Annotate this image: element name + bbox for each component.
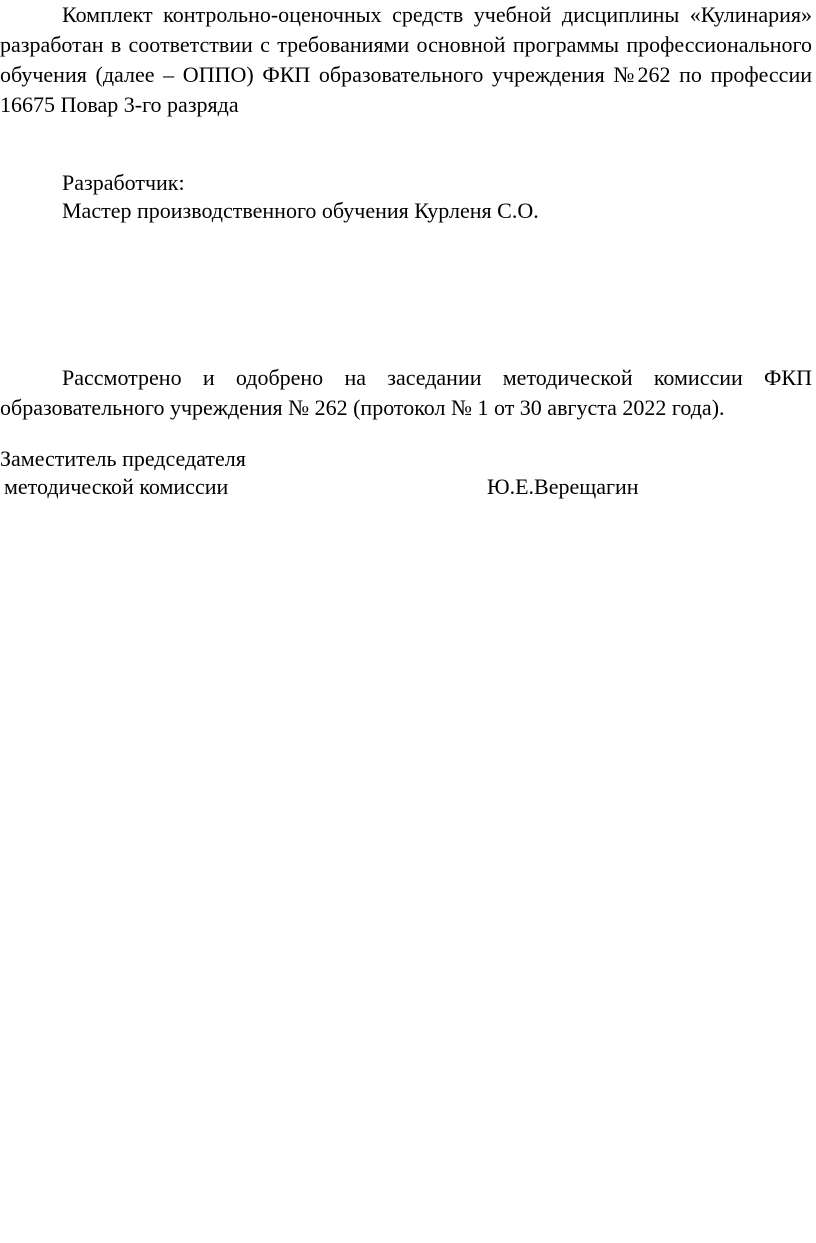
approval-paragraph: Рассмотрено и одобрено на заседании методической комиссии ФКП образовательного учреждения № 262 (протокол № 1 от 30 августа 2022 года). bbox=[0, 365, 812, 420]
signature-role-line-2: методической комиссии bbox=[4, 474, 229, 499]
intro-paragraph: Комплект контрольно-оценочных средств учебной дисциплины «Кулинария» разработан в соответствии с требованиями основной программы профессионального обучения (далее – ОППО) ФКП образовательного учреждения №262 по профессии 16675 Повар 3-го разряда bbox=[0, 2, 812, 117]
developer-label: Разработчик: bbox=[62, 170, 185, 195]
developer-name: Мастер производственного обучения Курленя С.О. bbox=[62, 198, 539, 223]
signature-name: Ю.Е.Верещагин bbox=[487, 474, 639, 499]
signature-role-line-1: Заместитель председателя bbox=[0, 446, 246, 471]
